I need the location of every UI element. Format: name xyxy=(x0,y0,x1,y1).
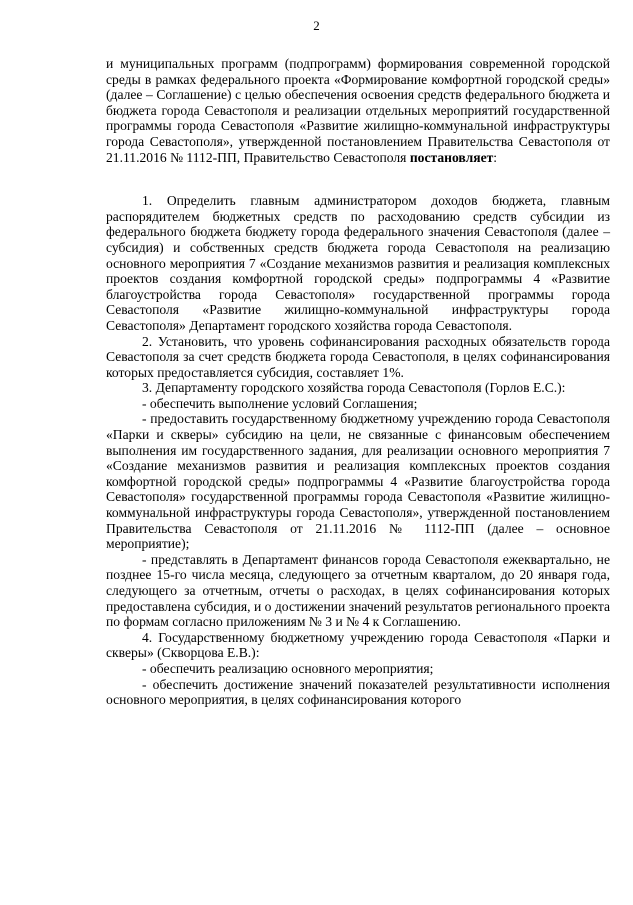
preamble-keyword: постановляет xyxy=(409,149,494,165)
preamble-text: и муниципальных программ (подпрограмм) формирования современной городской среды в рамках федерального проекта «Формирование комфортной городской среды» (далее – Соглашение) с целью обеспечения освоения средств федерального бюджета и бюджета города Севастополя и реализации отдельных мероприятий государственной программы города Севастополя «Развитие жилищно-коммунальной инфраструктуры города Севастополя», утвержденной постановлением Правительства Севастополя от 21.11.2016 № 1112-ПП, Правительство Севастополя xyxy=(106,56,610,165)
paragraph-3-item-1: - обеспечить выполнение условий Соглашения; xyxy=(142,395,418,411)
paragraph-2: 2. Установить, что уровень софинансирования расходных обязательств города Севастополя за счет средств бюджета города Севастополя, в целях софинансирования которых предоставляется субсидия, составляет 1%. xyxy=(106,333,610,380)
paragraph-4-item-1: - обеспечить реализацию основного мероприятия; xyxy=(142,660,434,676)
paragraph-4: 4. Государственному бюджетному учреждению города Севастополя «Парки и скверы» (Скворцова Е.В.): xyxy=(106,629,610,661)
paragraph-4-item-2: - обеспечить достижение значений показателей результативности исполнения основного мероприятия, в целях софинансирования которого xyxy=(106,676,610,708)
paragraph-3-item-2: - предоставить государственному бюджетному учреждению города Севастополя «Парки и скверы» субсидию на цели, не связанные с финансовым обеспечением выполнения им государственного задания, для реализации основного мероприятия 7 «Создание механизмов развития и реализация комплексных проектов создания комфортной городской среды» подпрограммы 4 «Развитие благоустройства города Севастополя» государственной программы города Севастополя «Развитие жилищно-коммунальной инфраструктуры города Севастополя», утвержденной постановлением Правительства Севастополя от 21.11.2016 № 1112-ПП (далее – основное мероприятие); xyxy=(106,411,610,552)
preamble-colon: : xyxy=(493,149,498,165)
paragraph-3-item-3: - представлять в Департамент финансов города Севастополя ежеквартально, не позднее 15-го числа месяца, следующего за отчетным кварталом, до 20 января года, следующего за отчетным, отчеты о расходах, в целях софинансирования которых предоставлена субсидия, и о достижении значений результатов регионального проекта по формам согласно приложениям № 3 и № 4 к Соглашению. xyxy=(106,551,610,630)
document-body xyxy=(106,56,610,708)
paragraph-gap xyxy=(106,165,610,193)
preamble-paragraph xyxy=(106,56,610,165)
page-number: 2 xyxy=(313,18,320,33)
paragraph-1: 1. Определить главным администратором доходов бюджета, главным распорядителем бюджетных средств по расходованию средств субсидии из федерального бюджета бюджету города федерального значения Севастополя (далее – субсидия) и собственных средств бюджета города Севастополя на реализацию основного мероприятия 7 «Создание механизмов развития и реализация комплексных проектов создания комфортной городской среды» подпрограммы 4 «Развитие благоустройства города Севастополя» государственной программы города Севастополя «Развитие жилищно-коммунальной инфраструктуры города Севастополя» Департамент городского хозяйства города Севастополя. xyxy=(106,193,610,333)
paragraph-3: 3. Департаменту городского хозяйства города Севастополя (Горлов Е.С.): xyxy=(142,380,566,396)
